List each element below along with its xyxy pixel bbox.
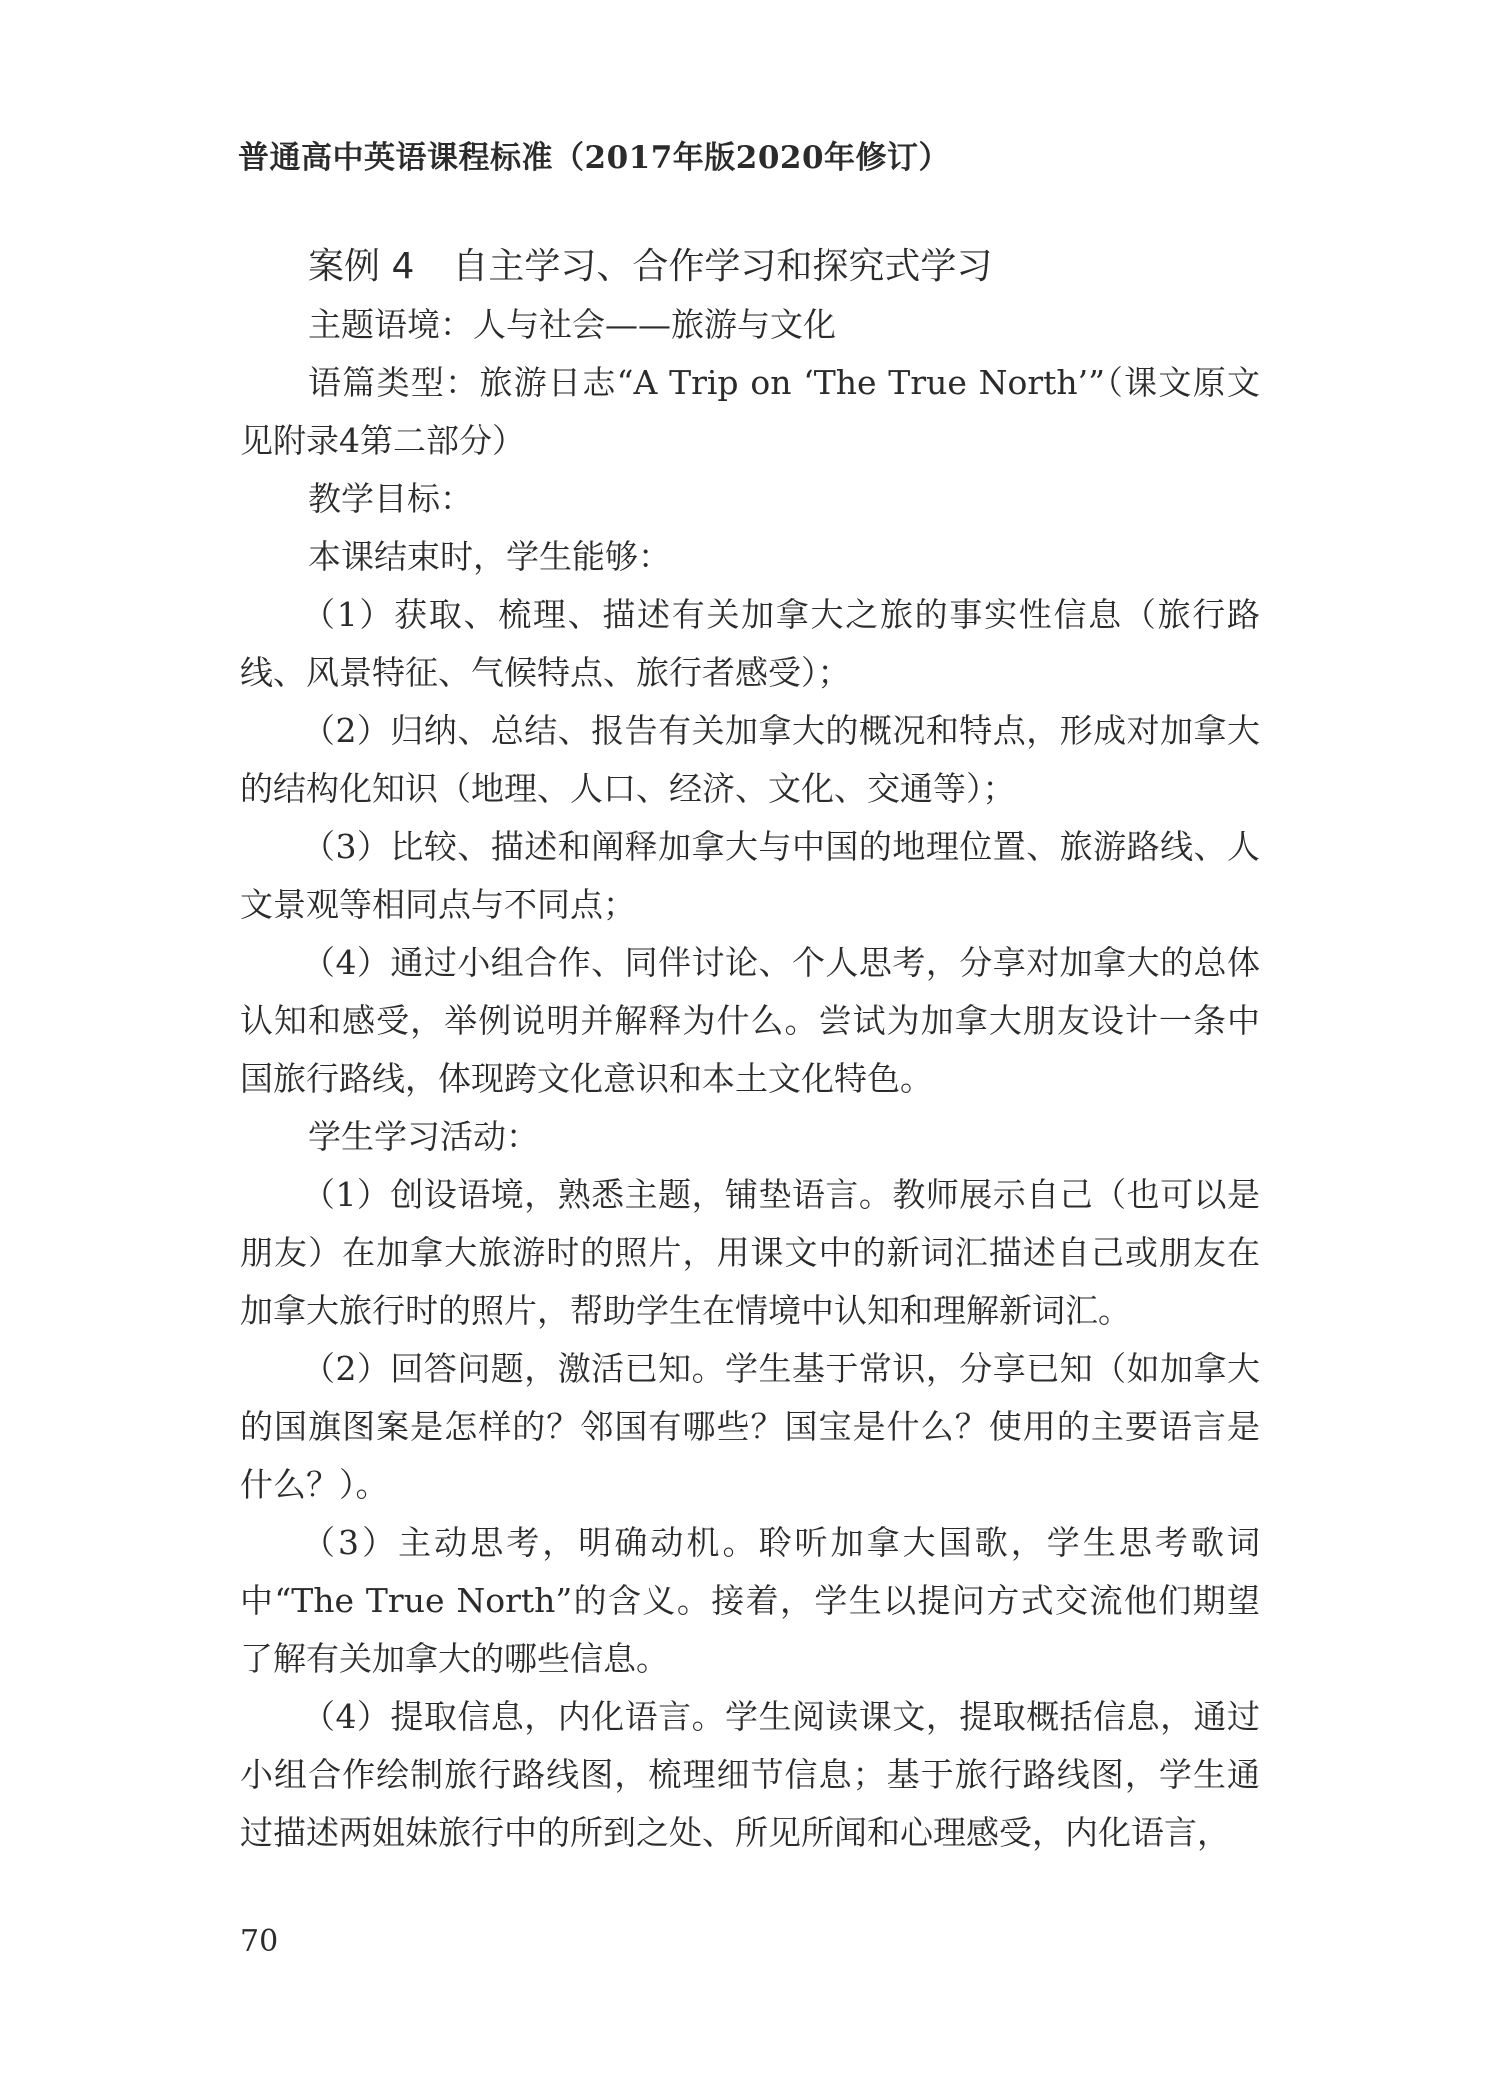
goal-item-4: （4）通过小组合作、同伴讨论、个人思考，分享对加拿大的总体认知和感受，举例说明并解释为什么。尝试为加拿大朋友设计一条中国旅行路线，体现跨文化意识和本土文化特色。 [240, 943, 1260, 1098]
case-number: 案例 4 [308, 246, 415, 287]
goal-item-3: （3）比较、描述和阐释加拿大与中国的地理位置、旅游路线、人文景观等相同点与不同点； [240, 827, 1260, 924]
main-content [240, 238, 1260, 1862]
activity-item-4: （4）提取信息，内化语言。学生阅读课文，提取概括信息，通过小组合作绘制旅行路线图，梳理细节信息；基于旅行路线图，学生通过描述两姐妹旅行中的所到之处、所见所闻和心理感受，内化语言， [240, 1697, 1260, 1852]
activity-item-2: （2）回答问题，激活已知。学生基于常识，分享已知（如加拿大的国旗图案是怎样的？邻国有哪些？国宝是什么？使用的主要语言是什么？）。 [240, 1349, 1260, 1504]
case-title: 自主学习、合作学习和探究式学习 [452, 246, 993, 287]
case-heading [240, 238, 1260, 296]
activity-item-3: （3）主动思考，明确动机。聆听加拿大国歌，学生思考歌词中“The True North”的含义。接着，学生以提问方式交流他们期望了解有关加拿大的哪些信息。 [240, 1523, 1260, 1678]
text-type: 语篇类型：旅游日志“A Trip on ‘The True North’”（课文原文见附录4第二部分） [240, 363, 1260, 460]
activities-heading: 学生学习活动： [308, 1117, 539, 1156]
page-number: 70 [240, 1924, 279, 1959]
activity-item-1: （1）创设语境，熟悉主题，铺垫语言。教师展示自己（也可以是朋友）在加拿大旅游时的照片，用课文中的新词汇描述自己或朋友在加拿大旅行时的照片，帮助学生在情境中认知和理解新词汇。 [240, 1175, 1260, 1330]
theme-context: 主题语境：人与社会——旅游与文化 [308, 305, 836, 344]
teaching-goals-heading: 教学目标： [308, 479, 473, 518]
goals-intro: 本课结束时，学生能够： [308, 537, 671, 576]
goal-item-2: （2）归纳、总结、报告有关加拿大的概况和特点，形成对加拿大的结构化知识（地理、人口、经济、文化、交通等）； [240, 711, 1260, 808]
goal-item-1: （1）获取、梳理、描述有关加拿大之旅的事实性信息（旅行路线、风景特征、气候特点、旅行者感受）； [240, 595, 1260, 692]
running-header: 普通高中英语课程标准（2017年版2020年修订） [238, 140, 951, 176]
